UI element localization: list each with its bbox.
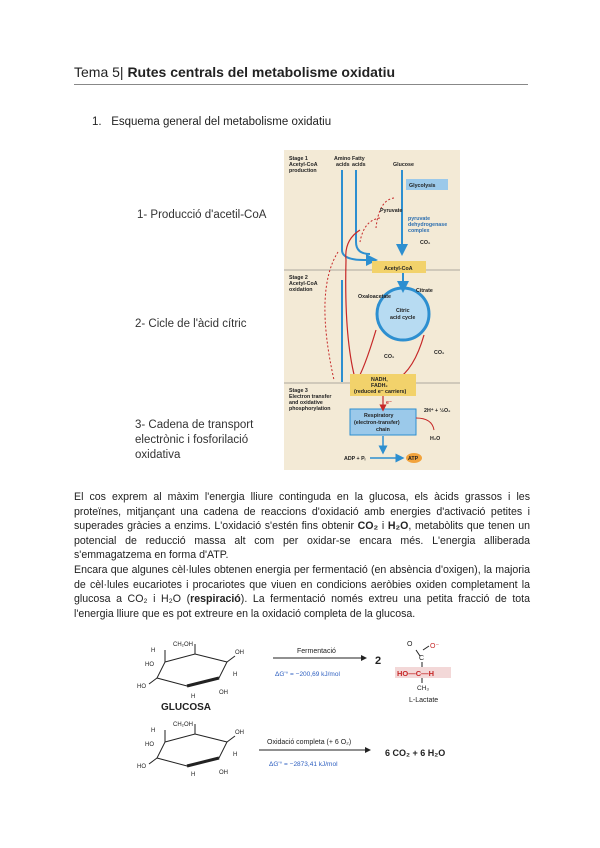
co2-label-2: CO₂ xyxy=(384,354,395,360)
svg-text:HO: HO xyxy=(145,662,154,668)
stage3-line1: Stage 3 xyxy=(289,388,308,394)
co2-label-1: CO₂ xyxy=(420,240,431,246)
pdh-label-3: complex xyxy=(408,228,430,234)
title-prefix: Tema 5| xyxy=(74,64,128,80)
e-arrow-6 xyxy=(346,230,360,382)
stage-label-2: 2- Cicle de l'àcid cítric xyxy=(135,318,247,330)
e-arrow-5 xyxy=(396,335,424,380)
fatty-acid-arrow xyxy=(356,170,370,254)
p2-bold: respiració xyxy=(190,593,241,606)
nadh-label-1: NADH, xyxy=(371,377,388,383)
section-number: 1. xyxy=(92,116,102,128)
oxidation-label: Oxidació completa (+ 6 O₂) xyxy=(267,739,352,746)
resp-label-2: (electron-transfer) xyxy=(354,420,400,426)
svg-text:HO: HO xyxy=(145,742,154,748)
fatty-label-1: Fatty xyxy=(352,156,365,162)
fermentation-dg: ΔG'° = −200,69 kJ/mol xyxy=(275,671,340,678)
svg-text:CH₂OH: CH₂OH xyxy=(173,722,193,728)
svg-text:H: H xyxy=(191,694,196,700)
lactate-coefficient: 2 xyxy=(375,655,382,667)
oxidation-products: 6 CO₂ + 6 H₂O xyxy=(385,748,446,758)
pyruvate-label: Pyruvate xyxy=(380,208,403,214)
e-minus-label: e⁻ xyxy=(386,400,392,406)
svg-text:H: H xyxy=(151,728,156,734)
metabolism-diagram xyxy=(284,150,460,470)
svg-text:CH₃: CH₃ xyxy=(417,685,430,692)
svg-text:C: C xyxy=(419,655,425,662)
svg-text:CH₂OH: CH₂OH xyxy=(173,642,193,648)
stage2-line2: Acetyl-CoA xyxy=(289,281,318,287)
oxaloacetate-label: Oxaloacetate xyxy=(358,294,391,300)
acetyl-coa-label: Acetyl-CoA xyxy=(384,266,413,272)
adp-label: ADP + Pᵢ xyxy=(344,456,366,462)
oxidation-dg: ΔG'° = −2873,41 kJ/mol xyxy=(269,761,338,768)
glucose-label: Glucose xyxy=(393,162,414,168)
fatty-label-2: acids xyxy=(352,162,366,168)
pdh-label-2: dehydrogenase xyxy=(408,222,448,228)
resp-label-1: Respiratory xyxy=(364,413,394,419)
p2-text-b: ). La fermentació només extreu una petita fracció de tota l'energia lliure que es pot extreure en la oxidació completa de la glucosa. xyxy=(74,593,530,620)
p2-text-a: Encara que algunes cèl·lules obtenen energia per fermentació (en absència d'oxigen), la majoria de cèl·lules eucariotes i procariotes que viuen en condicions aeròbies oxiden completament la glucosa a CO₂ i H₂O ( xyxy=(74,564,530,606)
svg-text:HO: HO xyxy=(137,684,146,690)
svg-text:OH: OH xyxy=(235,730,244,736)
title-text: Rutes centrals del metabolisme oxidatiu xyxy=(127,64,396,80)
stage1-line3: production xyxy=(289,168,317,174)
citrate-label: Citrate xyxy=(416,288,433,294)
p1-co2: CO₂ xyxy=(357,520,379,533)
p1-and: i xyxy=(378,520,388,533)
stage3-line3: and oxidative xyxy=(289,400,323,406)
svg-text:O: O xyxy=(407,641,413,648)
e-arrow-3 xyxy=(325,252,338,380)
svg-text:H: H xyxy=(233,752,238,758)
stage3-line4: phosphorylation xyxy=(289,406,331,412)
fermentation-label: Fermentació xyxy=(297,648,336,655)
stage1-line2: Acetyl-CoA xyxy=(289,162,318,168)
atp-label: ATP xyxy=(408,456,419,462)
paragraph-2 xyxy=(74,563,530,621)
stage2-line3: oxidation xyxy=(289,287,313,293)
title-divider xyxy=(74,84,528,85)
p1-text-b: , metabòlits que tenen un potencial de reducció massa alt com per oxidar-se encara més. L'energia alliberada s'emmagatzema en forma d'ATP. xyxy=(74,520,530,562)
nadh-label-2: FADH₂ xyxy=(371,383,388,389)
cycle-label-2: acid cycle xyxy=(390,315,416,321)
p1-h2o: H₂O xyxy=(387,520,409,533)
glucose-structure-1 xyxy=(149,644,238,686)
paragraph-1 xyxy=(74,490,530,563)
stage1-line1: Stage 1 xyxy=(289,156,308,162)
svg-text:HO—C—H: HO—C—H xyxy=(397,669,435,678)
o2-label: 2H⁺ + ½O₂ xyxy=(424,408,451,414)
lactate-label: L-Lactate xyxy=(409,697,439,704)
section-title: Esquema general del metabolisme oxidatiu xyxy=(111,116,332,128)
e-arrow-1 xyxy=(360,218,380,242)
stage-label-3a: 3- Cadena de transport xyxy=(135,419,254,431)
amino-label-2: acids xyxy=(336,162,350,168)
stage-label-1: 1- Producció d'acetil-CoA xyxy=(137,209,267,221)
page-title xyxy=(74,64,395,80)
glycolysis-label: Glycolysis xyxy=(409,183,436,189)
lactate-structure xyxy=(395,641,451,692)
svg-text:OH: OH xyxy=(235,650,244,656)
p1-text-a: El cos exprem al màxim l'energia lliure continguda en la glucosa, els àcids grassos i les proteïnes, mitjançant una cadena de reaccions d'oxidació amb energies d'activació petites i superades gràcies a enzims. L'oxidació s'estén fins obtenir xyxy=(74,491,530,533)
glucose-structure-2 xyxy=(149,724,238,766)
stage2-line1: Stage 2 xyxy=(289,275,308,281)
section-heading xyxy=(92,116,331,128)
svg-text:H: H xyxy=(151,648,156,654)
h2o-label: H₂O xyxy=(430,436,441,442)
svg-text:OH: OH xyxy=(219,770,228,776)
nadh-label-3: (reduced e⁻ carriers) xyxy=(354,389,407,395)
svg-text:OH: OH xyxy=(219,690,228,696)
svg-text:HO: HO xyxy=(137,764,146,770)
svg-text:H: H xyxy=(191,772,196,776)
glucose-label: GLUCOSA xyxy=(161,702,211,713)
pdh-label-1: pyruvate xyxy=(408,216,431,222)
glucose-reactions xyxy=(135,636,475,776)
co2-label-3: CO₂ xyxy=(434,350,445,356)
stage-label-3b: electrònic i fosforilació xyxy=(135,434,249,446)
svg-text:O⁻: O⁻ xyxy=(430,643,440,650)
amino-label-1: Amino xyxy=(334,156,351,162)
svg-text:H: H xyxy=(233,672,238,678)
stage3-line2: Electron transfer xyxy=(289,394,332,400)
cycle-label-1: Citric xyxy=(396,308,410,314)
resp-label-3: chain xyxy=(376,427,390,433)
stage-label-3c: oxidativa xyxy=(135,449,181,461)
